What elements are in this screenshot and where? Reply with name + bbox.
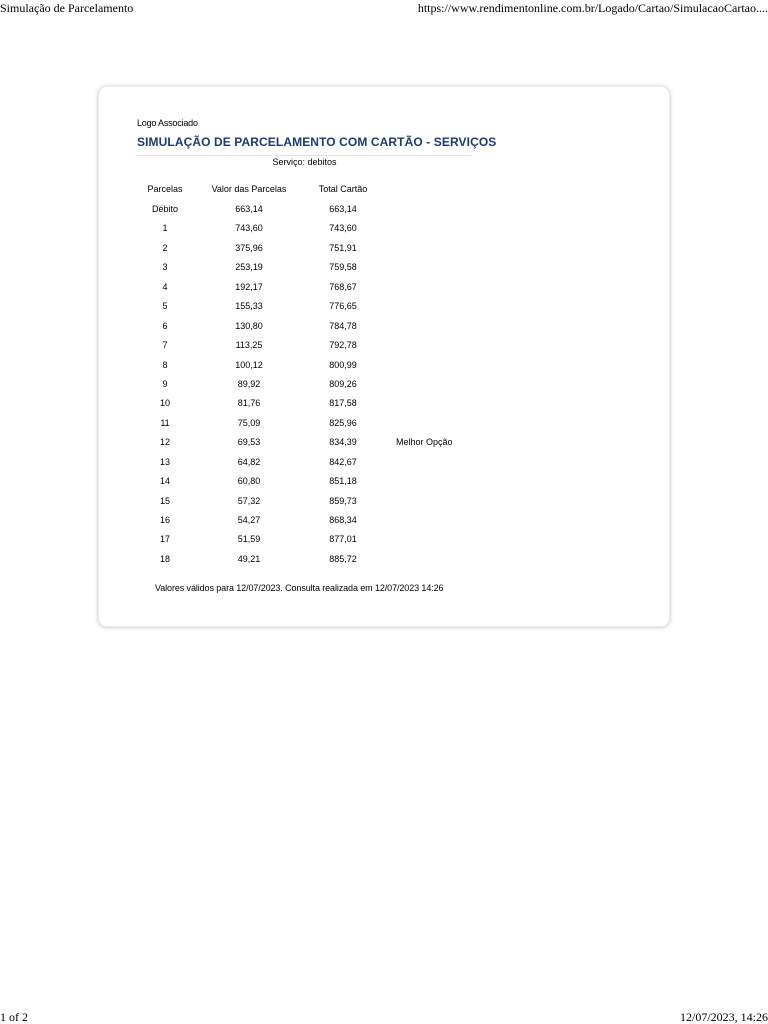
- cell-total-cartao: 792,78: [329, 340, 357, 351]
- cell-valor-parcela: 253,19: [235, 262, 263, 273]
- cell-parcelas: 11: [160, 417, 170, 428]
- cell-total-cartao: 784,78: [329, 320, 357, 331]
- table-row: [137, 397, 517, 416]
- table-row: [137, 320, 517, 339]
- cell-total-cartao: 776,65: [329, 301, 357, 312]
- cell-valor-parcela: 51,59: [237, 534, 261, 545]
- installment-table: [137, 183, 517, 572]
- service-label: Serviço: debitos: [272, 157, 337, 167]
- cell-valor-parcela: 100,12: [235, 359, 263, 370]
- cell-valor-parcela: 54,27: [237, 515, 261, 525]
- cell-parcelas: 5: [162, 301, 168, 312]
- table-row: [137, 261, 517, 280]
- column-header-total: Total Cartão: [318, 184, 368, 194]
- cell-total-cartao: 877,01: [329, 534, 357, 545]
- cell-parcelas: 7: [162, 340, 168, 351]
- cell-parcelas: 4: [162, 281, 168, 292]
- cell-total-cartao: 842,67: [329, 456, 357, 467]
- print-header-title: Simulação de Parcelamento: [0, 1, 134, 15]
- table-row: [137, 533, 517, 552]
- table-row: [137, 300, 517, 319]
- cell-valor-parcela: 375,96: [235, 242, 263, 253]
- cell-parcelas: 18: [159, 553, 170, 564]
- cell-valor-parcela: 663,14: [235, 204, 263, 214]
- column-header-parcelas: Parcelas: [147, 184, 183, 194]
- cell-valor-parcela: 49,21: [237, 553, 261, 564]
- cell-total-cartao: 768,67: [329, 281, 357, 292]
- table-row: [137, 456, 517, 475]
- cell-parcelas: 6: [162, 320, 168, 331]
- cell-valor-parcela: 192,17: [235, 281, 263, 292]
- cell-valor-parcela: 60,80: [237, 476, 261, 487]
- cell-valor-parcela: 155,33: [235, 301, 263, 312]
- table-row: [137, 514, 517, 533]
- cell-valor-parcela: 57,32: [237, 495, 261, 506]
- table-row: [137, 436, 517, 455]
- print-footer-page: 1 of 2: [0, 1010, 28, 1024]
- cell-valor-parcela: 130,80: [235, 320, 263, 331]
- table-body: [137, 203, 517, 572]
- print-header-url: https://www.rendimentonline.com.br/Logado/Cartao/SimulacaoCartao....: [417, 1, 768, 15]
- print-footer-datetime: 12/07/2023, 14:26: [679, 1010, 768, 1024]
- table-row: [137, 378, 517, 397]
- cell-parcelas: 9: [162, 378, 168, 389]
- cell-total-cartao: 743,60: [329, 223, 357, 234]
- table-row: [137, 417, 517, 436]
- cell-parcelas: 2: [162, 242, 168, 253]
- table-row: [137, 359, 517, 378]
- cell-valor-parcela: 743,60: [235, 223, 263, 234]
- cell-total-cartao: 800,99: [329, 359, 357, 370]
- table-row: [137, 242, 517, 261]
- cell-total-cartao: 834,39: [329, 437, 357, 448]
- page-title: SIMULAÇÃO DE PARCELAMENTO COM CARTÃO - SERVIÇOS: [137, 135, 497, 149]
- cell-parcelas: 13: [159, 456, 170, 467]
- table-row: [137, 339, 517, 358]
- cell-total-cartao: 851,18: [329, 476, 357, 487]
- cell-total-cartao: 663,14: [329, 204, 357, 214]
- cell-total-cartao: 868,34: [329, 515, 357, 525]
- cell-total-cartao: 885,72: [329, 553, 357, 564]
- cell-total-cartao: 751,91: [329, 242, 357, 253]
- table-row: [137, 203, 517, 222]
- cell-parcelas: 14: [159, 476, 170, 487]
- table-header-row: [137, 183, 517, 203]
- cell-parcelas: 12: [159, 437, 170, 448]
- cell-parcelas: 15: [159, 495, 170, 506]
- cell-parcelas: 8: [162, 359, 168, 370]
- table-row: [137, 495, 517, 514]
- cell-parcelas: 10: [159, 398, 170, 409]
- cell-parcelas: 3: [162, 262, 168, 273]
- cell-parcelas: 17: [159, 534, 170, 545]
- simulation-card: [98, 86, 670, 627]
- cell-total-cartao: 759,58: [329, 262, 357, 273]
- best-option-label: Melhor Opção: [396, 437, 453, 448]
- cell-valor-parcela: 81,76: [237, 398, 261, 409]
- cell-valor-parcela: 75,09: [237, 417, 261, 428]
- table-row: [137, 222, 517, 241]
- cell-total-cartao: 859,73: [329, 495, 357, 506]
- cell-total-cartao: 817,58: [329, 398, 357, 409]
- table-row: [137, 553, 517, 572]
- cell-total-cartao: 809,26: [329, 378, 357, 389]
- cell-valor-parcela: 69,53: [237, 437, 261, 448]
- table-row: [137, 475, 517, 494]
- cell-parcelas: 16: [159, 515, 170, 525]
- cell-total-cartao: 825,96: [329, 417, 357, 428]
- cell-valor-parcela: 64,82: [237, 456, 261, 467]
- cell-parcelas: 1: [162, 223, 168, 234]
- cell-valor-parcela: 113,25: [235, 340, 263, 351]
- cell-parcelas: Débito: [151, 204, 178, 214]
- associate-logo: Logo Associado: [137, 118, 198, 128]
- table-row: [137, 281, 517, 300]
- validity-footnote: Valores válidos para 12/07/2023. Consulta realizada em 12/07/2023 14:26: [155, 583, 444, 593]
- cell-valor-parcela: 89,92: [237, 378, 261, 389]
- column-header-valor: Valor das Parcelas: [211, 184, 287, 194]
